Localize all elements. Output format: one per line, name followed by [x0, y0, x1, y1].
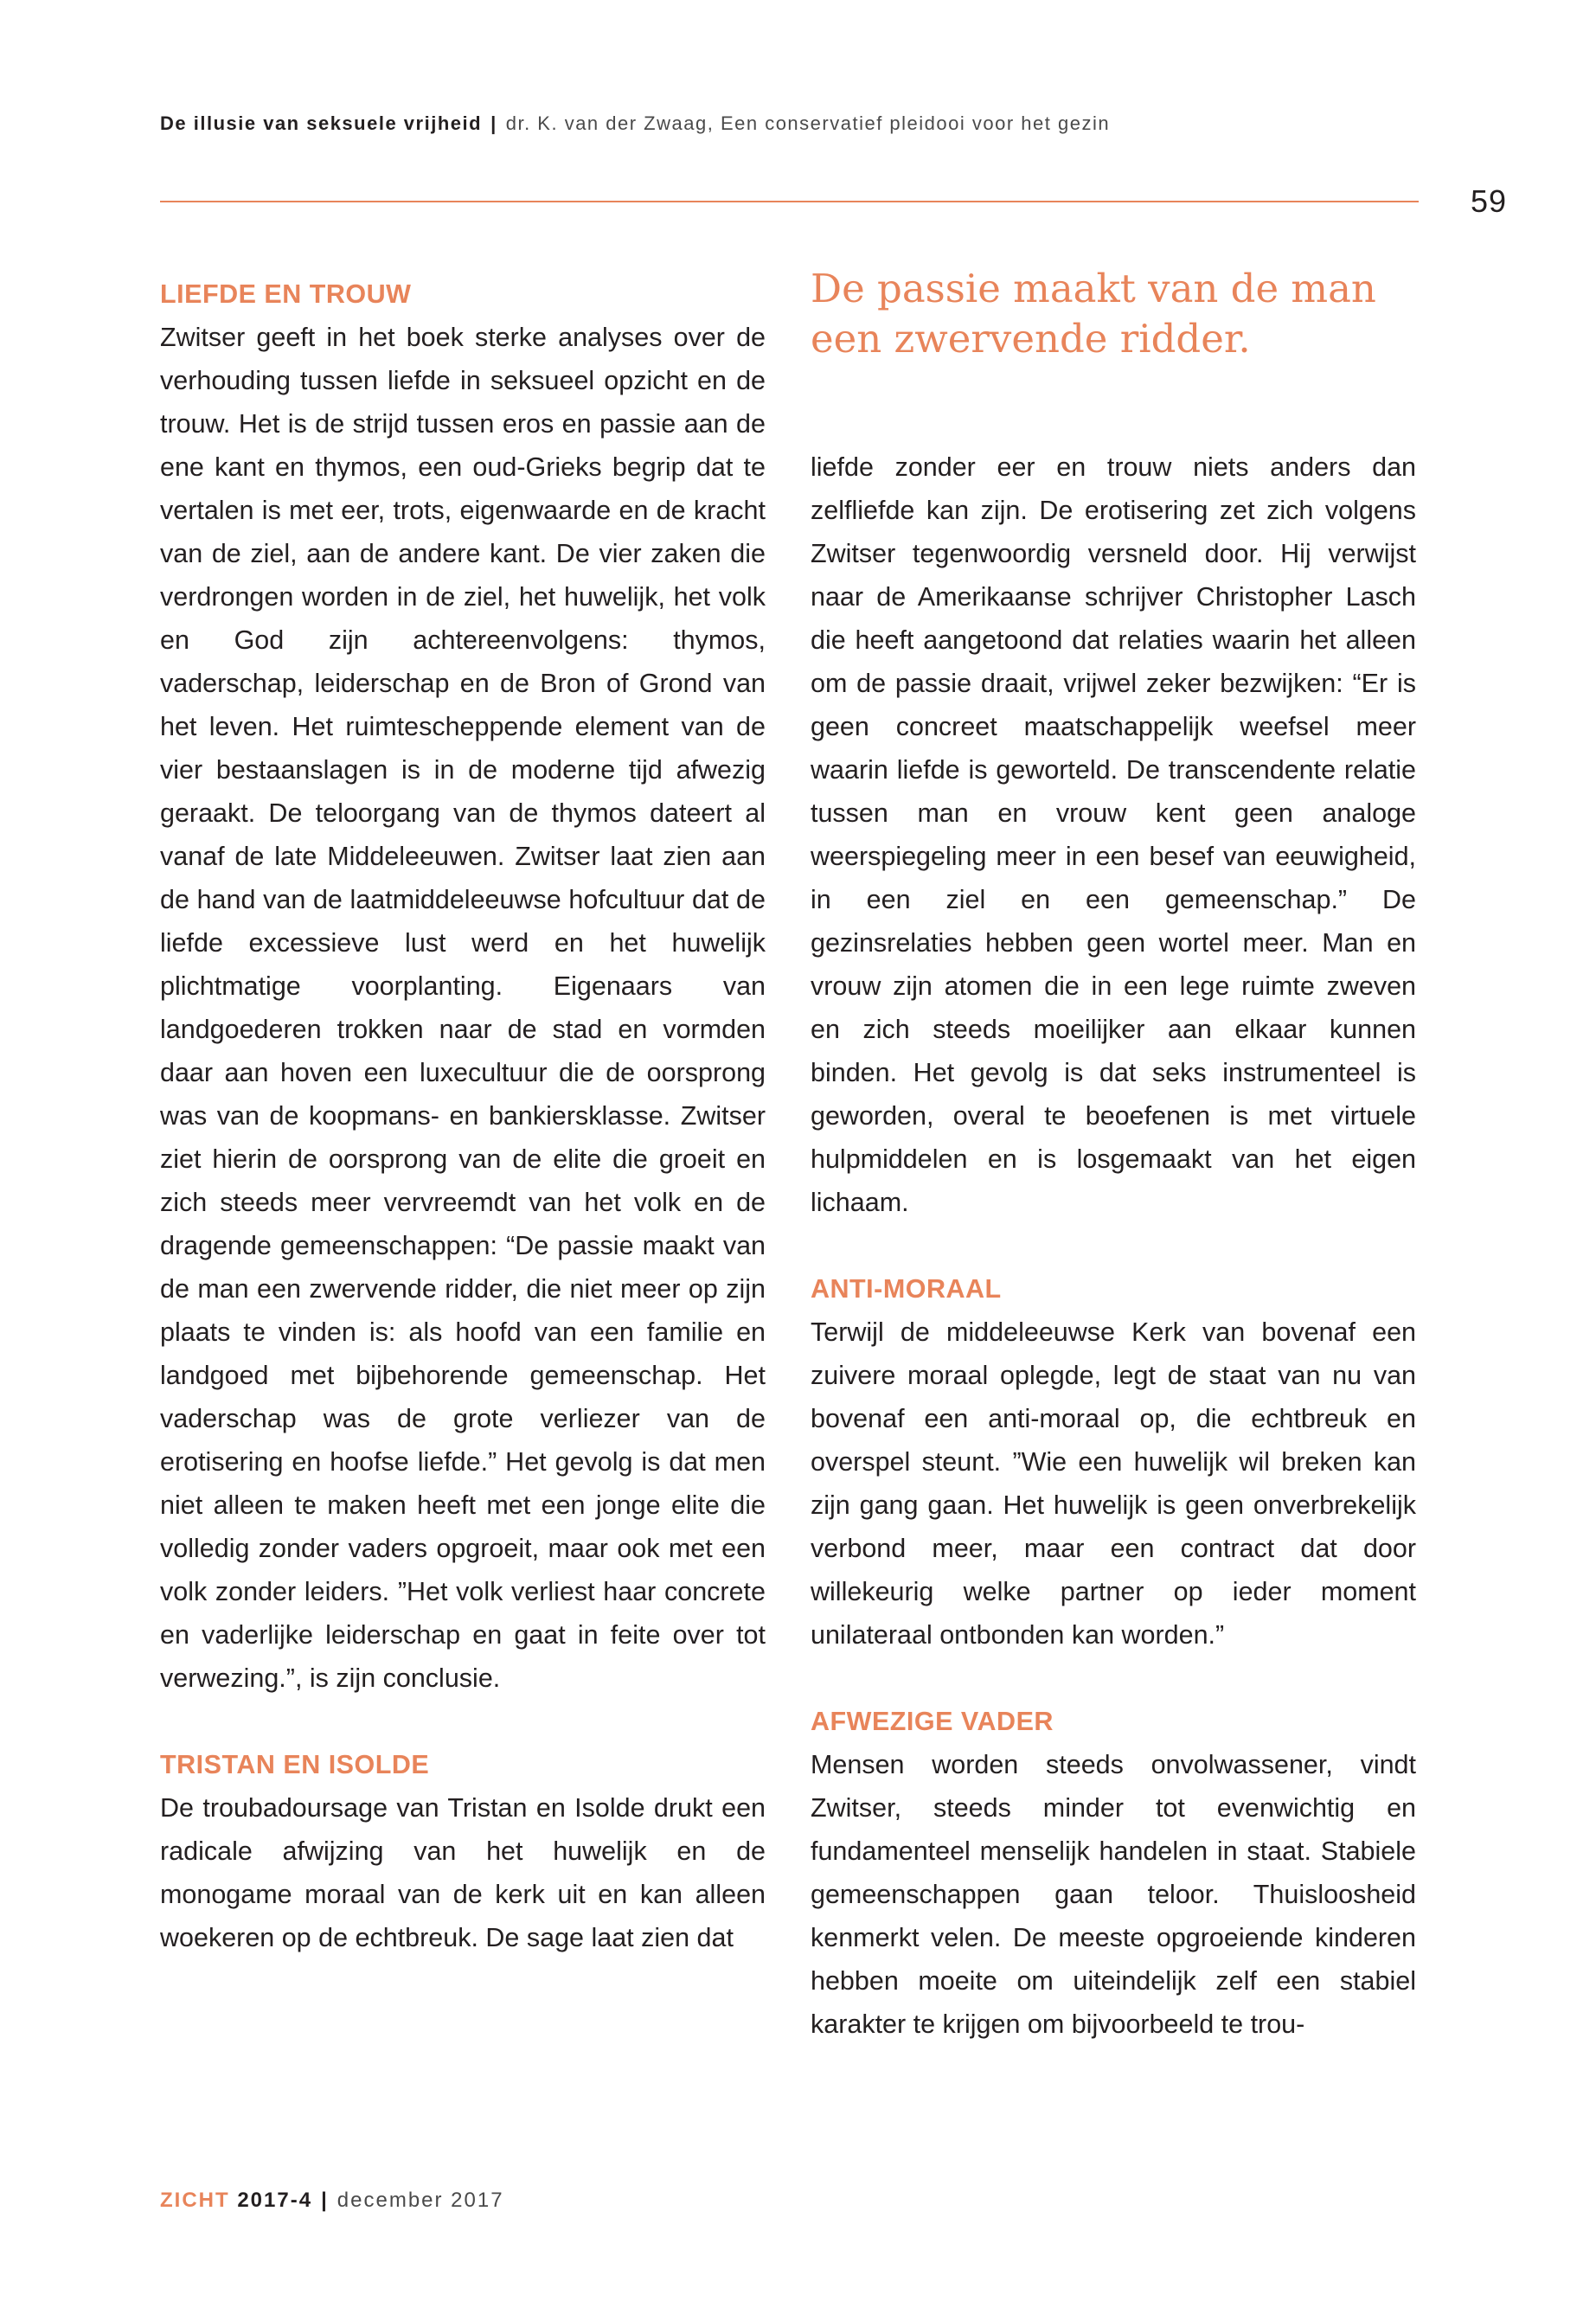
footer-separator: |	[321, 2189, 329, 2212]
body-paragraph: liefde zonder eer en trouw niets anders dan zelfliefde kan zijn. De erotisering zet zich volgens Zwitser tegenwoordig versneld door. Hij verwijst naar de Amerikaanse schrijver Christopher Lasch die heeft aangetoond dat relaties waarin het alleen om de passie draait, vrijwel zeker bezwijken: “Er is geen concreet maatschappelijk weefsel meer waarin liefde is geworteld. De transcendente relatie tussen man en vrouw kent geen analoge weerspiegeling meer in een besef van eeuwigheid, in een ziel en een gemeenschap.” De gezinsrelaties hebben geen wortel meer. Man en vrouw zijn atomen die in een lege ruimte zweven en zich steeds moeilijker aan elkaar kunnen binden. Het gevolg is dat seks instrumenteel is geworden, overal te beoefenen is met virtuele hulpmiddelen en is losgemaakt van het eigen lichaam.	[811, 452, 1416, 1217]
header-separator: |	[490, 112, 497, 134]
right-column	[811, 445, 1416, 2046]
header-title: De illusie van seksuele vrijheid	[160, 112, 483, 134]
body-paragraph: Mensen worden steeds onvolwassener, vindt Zwitser, steeds minder tot evenwichtig en fundamenteel menselijk handelen in staat. Stabiele gemeenschappen gaan teloor. Thuisloosheid kenmerkt velen. De meeste opgroeiende kinderen hebben moeite om uiteindelijk zelf een stabiel karakter te krijgen om bijvoorbeeld te trou-	[811, 1750, 1416, 2039]
footer-issue: 2017-4	[237, 2189, 313, 2212]
body-paragraph: Terwijl de middeleeuwse Kerk van bovenaf een zuivere moraal oplegde, legt de staat van nu van bovenaf een anti-moraal op, die echtbreuk en overspel steunt. ”Wie een huwelijk wil breken kan zijn gang gaan. Het huwelijk is geen onverbrekelijk verbond meer, maar een contract dat door willekeurig welke partner op ieder moment unilateraal ontbonden kan worden.”	[811, 1317, 1416, 1650]
footer-date: december 2017	[337, 2189, 504, 2212]
paragraph-gap	[811, 1224, 1416, 1267]
body-paragraph: De troubadoursage van Tristan en Isolde drukt een radicale afwijzing van het huwelijk en de monogame moraal van de kerk uit en kan alleen woekeren op de echtbreuk. De sage laat zien dat	[160, 1793, 766, 1952]
section-heading-afwezige-vader: AFWEZIGE VADER	[811, 1707, 1054, 1736]
header-rule	[160, 201, 1419, 202]
left-column	[160, 272, 766, 1959]
pull-quote: De passie maakt van de man een zwervende ridder.	[811, 266, 1376, 362]
header-subtitle: dr. K. van der Zwaag, Een conservatief pleidooi voor het gezin	[505, 112, 1111, 134]
body-paragraph: Zwitser geeft in het boek sterke analyses over de verhouding tussen liefde in seksueel opzicht en de trouw. Het is de strijd tussen eros en passie aan de ene kant en thymos, een oud-Grieks begrip dat te vertalen is met eer, trots, eigenwaarde en de kracht van de ziel, aan de andere kant. De vier zaken die verdrongen worden in de ziel, het huwelijk, het volk en God zijn achtereenvolgens: thymos, vaderschap, leiderschap en de Bron of Grond van het leven. Het ruimtescheppende element van de vier bestaanslagen is in de moderne tijd afwezig geraakt. De teloorgang van de thymos dateert al vanaf de late Middeleeuwen. Zwitser laat zien aan de hand van de laatmiddeleeuwse hofcultuur dat de liefde excessieve lust werd en het huwelijk plichtmatige voorplanting. Eigenaars van landgoederen trokken naar de stad en vormden daar aan hoven een luxecultuur die de oorsprong was van de koopmans- en bankiersklasse. Zwitser ziet hierin de oorsprong van de elite die groeit en zich steeds meer vervreemdt van het volk en de dragende gemeenschappen: “De passie maakt van de man een zwervende ridder, die niet meer op zijn plaats te vinden is: als hoofd van een familie en landgoed met bijbehorende gemeenschap. Het vaderschap was de grote verliezer van de erotisering en hoofse liefde.” Het gevolg is dat men niet alleen te maken heeft met een jonge elite die volledig zonder vaders opgroeit, maar ook met een volk zonder leiders. ”Het volk verliest haar concrete en vaderlijke leiderschap en gaat in feite over tot verwezing.”, is zijn conclusie.	[160, 323, 766, 1693]
section-heading-anti-moraal: ANTI-MORAAL	[811, 1274, 1002, 1304]
paragraph-gap	[811, 1657, 1416, 1700]
section-heading-tristan-en-isolde: TRISTAN EN ISOLDE	[160, 1750, 430, 1779]
running-header	[160, 112, 1110, 135]
paragraph-gap	[160, 1700, 766, 1743]
page-number: 59	[1471, 183, 1508, 219]
footer-magazine: ZICHT	[160, 2189, 230, 2212]
page-footer	[160, 2189, 504, 2213]
section-heading-liefde-en-trouw: LIEFDE EN TROUW	[160, 279, 412, 309]
